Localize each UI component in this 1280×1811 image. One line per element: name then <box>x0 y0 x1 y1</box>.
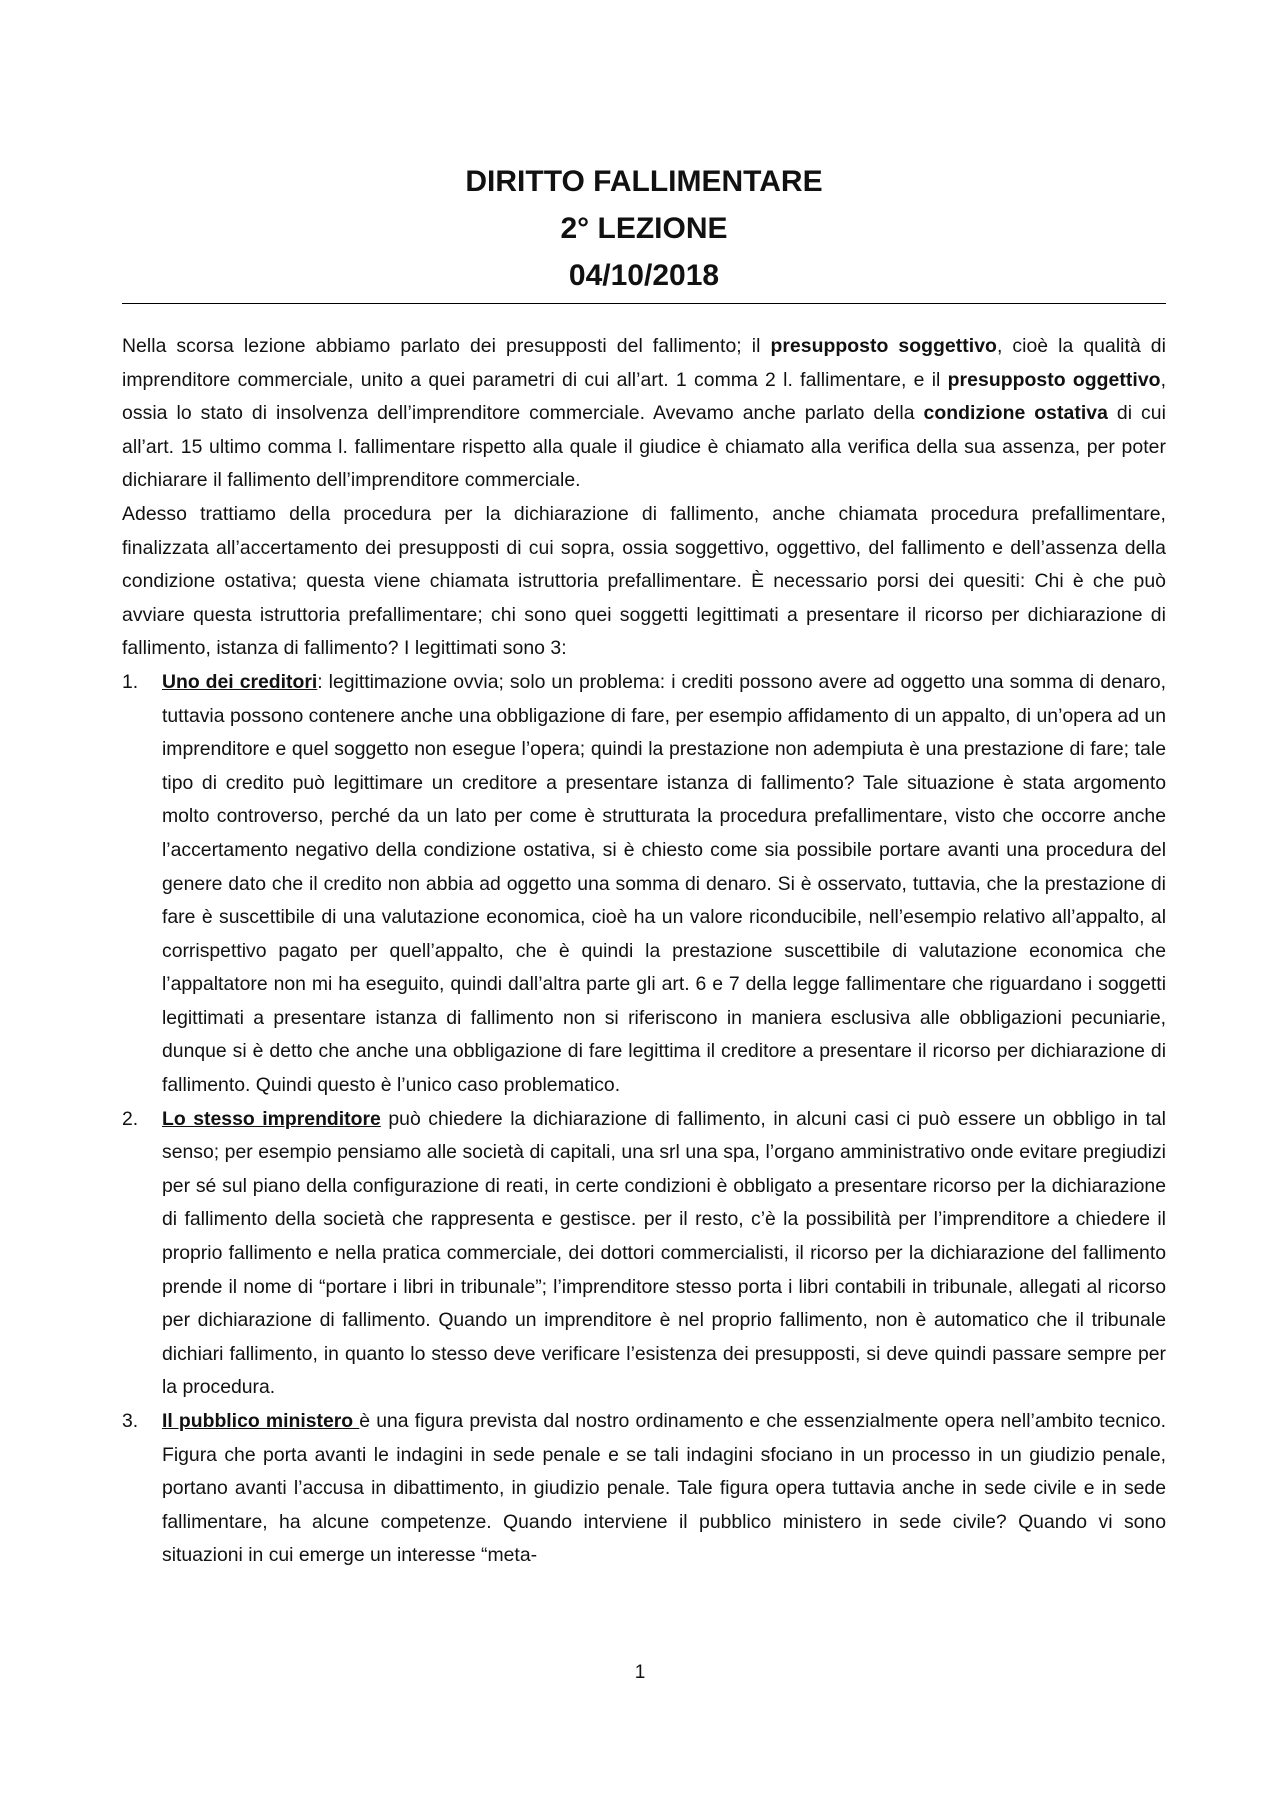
intro-bold-3: condizione ostativa <box>923 402 1108 425</box>
list-item-number: 1. <box>122 670 139 693</box>
list-item-number: 2. <box>122 1107 139 1130</box>
intro-text-4: di cui all’art. 15 ultimo comma l. fallimentare rispetto alla quale il giudice è chiamato alla verifica della sua assenza, per poter dichiarare il fallimento dell’imprenditore commerciale. <box>122 402 1166 492</box>
list-item <box>122 1405 1166 1573</box>
list-item-text: può chiedere la dichiarazione di fallimento, in alcuni casi ci può essere un obbligo in tal senso; per esempio pensiamo alle società di capitali, una srl una spa, l’organo amministrativo onde evitare pregiudizi per sé sul piano della configurazione di reati, in certe condizioni è obbligato a presentare ricorso per la dichiarazione di fallimento della società che rappresenta e gestisce. per il resto, c’è la possibilità per l’imprenditore a chiedere il proprio fallimento e nella pratica commerciale, dei dottori commercialisti, il ricorso per la dichiarazione del fallimento prende il nome di “portare i libri in tribunale”; l’imprenditore stesso porta i libri contabili in tribunale, allegati al ricorso per dichiarazione di fallimento. Quando un imprenditore è nel proprio fallimento, non è automatico che il tribunale dichiari fallimento, in quanto lo stesso deve verificare l’esistenza dei presupposti, si deve quindi passare sempre per la procedura. <box>162 1107 1166 1399</box>
list-item <box>122 1103 1166 1405</box>
title-divider <box>122 303 1166 304</box>
intro-bold-2: presupposto oggettivo <box>947 368 1161 391</box>
document-page <box>122 158 1166 1573</box>
intro-text-2: , cioè la qualità di imprenditore commerciale, unito a quei parametri di cui all’art. 1 comma 2 l. fallimentare, e il <box>122 335 1166 391</box>
list-item-heading: Uno dei creditori <box>162 670 318 693</box>
intro-bold-1: presupposto soggettivo <box>770 335 997 357</box>
page-number: 1 <box>634 1662 646 1683</box>
list-item-heading: Lo stesso imprenditore <box>162 1107 381 1130</box>
procedure-paragraph: Adesso trattiamo della procedura per la dichiarazione di fallimento, anche chiamata procedura prefallimentare, finalizzata all’accertamento dei presupposti di cui sopra, ossia soggettivo, oggettivo, del fallimento e dell’assenza della condizione ostativa; questa viene chiamata istruttoria prefallimentare. È necessario porsi dei quesiti: Chi è che può avviare questa istruttoria prefallimentare; chi sono quei soggetti legittimati a presentare il ricorso per dichiarazione di fallimento, istanza di fallimento? I legittimati sono 3: <box>122 502 1166 660</box>
list-item-number: 3. <box>122 1410 139 1432</box>
intro-text-3: , ossia lo stato di insolvenza dell’imprenditore commerciale. Avevamo anche parlato della <box>122 368 1166 425</box>
intro-paragraph <box>122 330 1166 498</box>
intro-text-1: Nella scorsa lezione abbiamo parlato dei presupposti del fallimento; il <box>122 335 771 357</box>
title-line-3: 04/10/2018 <box>568 259 720 292</box>
legitimate-parties-list <box>122 666 1166 1573</box>
list-item-text: : legittimazione ovvia; solo un problema: i crediti possono avere ad oggetto una somma di denaro, tuttavia possono contenere anche una obbligazione di fare, per esempio affidamento di un appalto, di un’opera ad un imprenditore e quel soggetto non esegue l’opera; quindi la prestazione non adempiuta è una prestazione di fare; tale tipo di credito può legittimare un creditore a presentare istanza di fallimento? Tale situazione è stata argomento molto controverso, perché da un lato per come è strutturata la procedura prefallimentare, visto che occorre anche l’accertamento negativo della condizione ostativa, si è chiesto come sia possibile portare avanti una procedura del genere dato che il credito non abbia ad oggetto una somma di denaro. Si è osservato, tuttavia, che la prestazione di fare è suscettibile di una valutazione economica, cioè ha un valore riconducibile, nell’esempio relativo all’appalto, al corrispettivo pagato per quell’appalto, che è quindi la prestazione suscettibile di valutazione economica che l’appaltatore non mi ha eseguito, quindi dall’altra parte gli art. 6 e 7 della legge fallimentare che riguardano i soggetti legittimati a presentare istanza di fallimento non si riferiscono in maniera esclusiva alle obbligazioni pecuniarie, dunque si è detto che anche una obbligazione di fare legittima il creditore a presentare il ricorso per dichiarazione di fallimento. Quindi questo è l’unico caso problematico. <box>162 670 1166 1097</box>
title-line-1: DIRITTO FALLIMENTARE <box>465 165 823 198</box>
list-item-text: è una figura prevista dal nostro ordinamento e che essenzialmente opera nell’ambito tecnico. Figura che porta avanti le indagini in sede penale e se tali indagini sfociano in un processo in un giudizio penale, portano avanti l’accusa in dibattimento, in giudizio penale. Tale figura opera tuttavia anche in sede civile e in sede fallimentare, ha alcune competenze. Quando interviene il pubblico ministero in sede civile? Quando vi sono situazioni in cui emerge un interesse “meta- <box>162 1410 1167 1567</box>
list-item-heading: Il pubblico ministero <box>162 1410 360 1432</box>
title-line-2: 2° LEZIONE <box>560 212 728 245</box>
document-title <box>122 158 1166 299</box>
list-item <box>122 666 1166 1103</box>
